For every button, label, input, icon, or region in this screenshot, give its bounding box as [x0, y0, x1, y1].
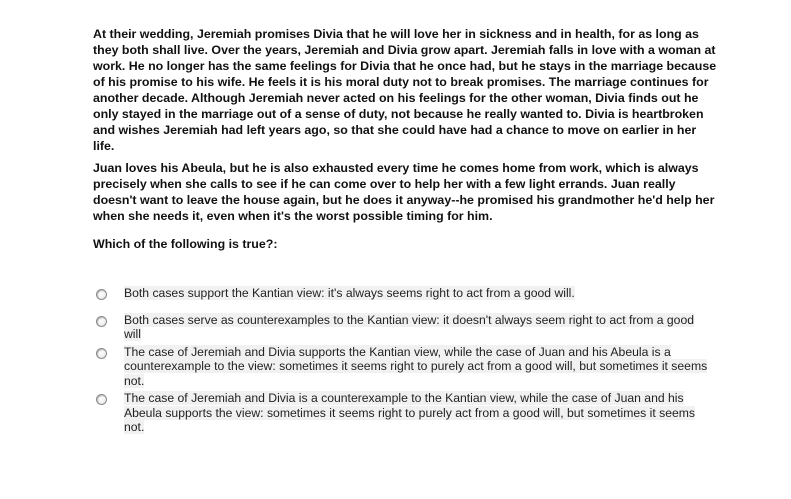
answer-option-label: Both cases serve as counterexamples to the Kantian view: it doesn't always seem right to act from a good will: [124, 312, 695, 341]
radio-button-icon[interactable]: [96, 316, 107, 327]
answer-option-label: The case of Jeremiah and Divia supports the Kantian view, while the case of Juan and his Abeula is a counterexample to the view: sometimes it seems right to purely act from a good will, but sometimes it seems not.: [124, 344, 708, 388]
question-prompt: Which of the following is true?:: [93, 237, 278, 251]
answer-option-label: Both cases support the Kantian view: it's always seems right to act from a good will.: [124, 286, 575, 300]
answer-option-4[interactable]: [93, 391, 713, 435]
passage-jeremiah-divia: At their wedding, Jeremiah promises Divia that he will love her in sickness and in health, for as long as they both shall live. Over the years, Jeremiah and Divia grow apart. Jeremiah falls in love with a woman at work. He no longer has the same feelings for Divia that he once had, but he stays in the marriage because of his promise to his wife. He feels it is his moral duty not to break promises. The marriage continues for another decade. Although Jeremiah never acted on his feelings for the other woman, Divia finds out he only stayed in the marriage out of a sense of duty, not because he really wanted to. Divia is heartbroken and wishes Jeremiah had left years ago, so that she could have had a chance to move on earlier in her life.: [93, 27, 717, 153]
radio-button-icon[interactable]: [96, 394, 107, 405]
answer-option-label: The case of Jeremiah and Divia is a counterexample to the Kantian view, while the case of Juan and his Abeula supports the view: sometimes it seems right to purely act from a good will, but sometimes it seems not.: [124, 391, 696, 434]
passage-juan-abeula: Juan loves his Abeula, but he is also exhausted every time he comes home from work, which is always precisely when she calls to see if he can come over to help her with a few light errands. Juan really doesn't want to leave the house again, but he does it anyway--he promised his grandmother he'd help her when she needs it, even when it's the worst possible timing for him.: [93, 161, 715, 223]
answer-options: [93, 286, 713, 435]
answer-option-3[interactable]: [93, 345, 713, 389]
radio-button-icon[interactable]: [96, 348, 107, 359]
radio-button-icon[interactable]: [96, 289, 107, 300]
answer-option-2[interactable]: [93, 313, 713, 342]
answer-option-1[interactable]: [93, 286, 713, 301]
